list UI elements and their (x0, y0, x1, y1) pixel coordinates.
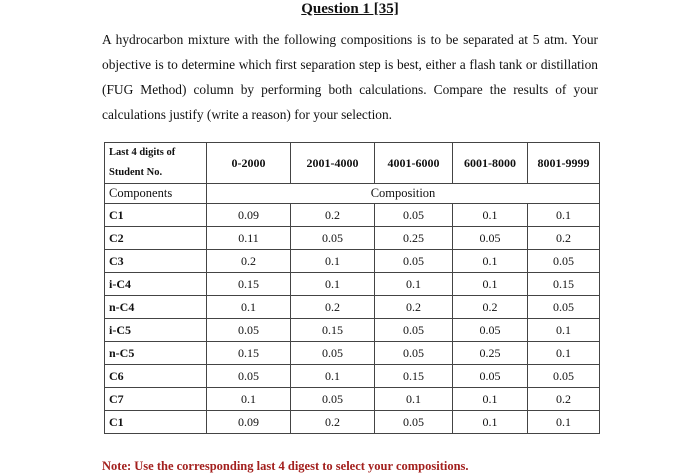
table-row (105, 365, 600, 388)
composition-value: 0.05 (453, 227, 528, 250)
composition-value: 0.2 (291, 296, 375, 319)
composition-value: 0.1 (453, 411, 528, 434)
question-heading (0, 0, 700, 18)
composition-value: 0.2 (207, 250, 291, 273)
component-name: n-C4 (105, 296, 207, 319)
composition-value: 0.05 (453, 365, 528, 388)
composition-value: 0.1 (453, 250, 528, 273)
component-name: C1 (105, 411, 207, 434)
question-heading-text: Question 1 [35] (301, 1, 399, 17)
composition-value: 0.05 (528, 296, 600, 319)
components-row (105, 184, 600, 204)
composition-value: 0.2 (453, 296, 528, 319)
composition-value: 0.1 (291, 250, 375, 273)
table-row (105, 273, 600, 296)
range-header: 2001-4000 (291, 143, 375, 184)
composition-value: 0.05 (291, 388, 375, 411)
composition-value: 0.15 (207, 342, 291, 365)
composition-value: 0.05 (528, 250, 600, 273)
composition-value: 0.05 (207, 319, 291, 342)
composition-value: 0.05 (528, 365, 600, 388)
composition-value: 0.15 (375, 365, 453, 388)
problem-statement: A hydrocarbon mixture with the following compositions is to be separated at 5 atm. Your objective is to determine which first separation step is best, either a flash tank or distillation (FUG Method) column by performing both calculations. Compare the results of your calculations justify (write a reason) for your selection. (102, 32, 598, 122)
composition-value: 0.1 (453, 273, 528, 296)
range-header: 4001-6000 (375, 143, 453, 184)
composition-value: 0.15 (528, 273, 600, 296)
composition-value: 0.05 (375, 250, 453, 273)
composition-value: 0.11 (207, 227, 291, 250)
component-name: C6 (105, 365, 207, 388)
note-text: Note: Use the corresponding last 4 digest to select your compositions. (102, 459, 469, 473)
composition-value: 0.05 (291, 342, 375, 365)
table-row (105, 296, 600, 319)
composition-value: 0.09 (207, 204, 291, 227)
table-row (105, 411, 600, 434)
composition-value: 0.1 (291, 273, 375, 296)
range-header: 8001-9999 (528, 143, 600, 184)
composition-value: 0.2 (291, 411, 375, 434)
student-no-header (105, 143, 207, 184)
composition-value: 0.1 (528, 411, 600, 434)
composition-value: 0.05 (207, 365, 291, 388)
table-row (105, 319, 600, 342)
composition-value: 0.05 (375, 204, 453, 227)
component-name: C7 (105, 388, 207, 411)
composition-value: 0.1 (528, 319, 600, 342)
composition-value: 0.15 (291, 319, 375, 342)
composition-label: Composition (207, 184, 600, 204)
composition-value: 0.1 (207, 388, 291, 411)
composition-value: 0.1 (207, 296, 291, 319)
component-name: C2 (105, 227, 207, 250)
composition-value: 0.15 (207, 273, 291, 296)
component-name: n-C5 (105, 342, 207, 365)
composition-value: 0.1 (375, 388, 453, 411)
composition-value: 0.05 (375, 411, 453, 434)
composition-value: 0.1 (453, 388, 528, 411)
composition-value: 0.2 (375, 296, 453, 319)
header-row (105, 143, 600, 184)
range-header: 6001-8000 (453, 143, 528, 184)
composition-value: 0.1 (375, 273, 453, 296)
composition-value: 0.2 (291, 204, 375, 227)
composition-value: 0.05 (375, 342, 453, 365)
component-name: C3 (105, 250, 207, 273)
composition-value: 0.1 (528, 204, 600, 227)
components-label: Components (105, 184, 207, 204)
table-row (105, 342, 600, 365)
composition-value: 0.25 (453, 342, 528, 365)
student-no-header-line1: Last 4 digits of (109, 147, 176, 158)
composition-value: 0.09 (207, 411, 291, 434)
composition-value: 0.1 (453, 204, 528, 227)
table-row (105, 250, 600, 273)
composition-value: 0.2 (528, 388, 600, 411)
composition-value: 0.05 (453, 319, 528, 342)
composition-value: 0.1 (291, 365, 375, 388)
composition-table (104, 142, 600, 434)
component-name: i-C5 (105, 319, 207, 342)
composition-value: 0.25 (375, 227, 453, 250)
composition-value: 0.05 (291, 227, 375, 250)
component-name: i-C4 (105, 273, 207, 296)
table-row (105, 204, 600, 227)
component-name: C1 (105, 204, 207, 227)
table-row (105, 227, 600, 250)
range-header: 0-2000 (207, 143, 291, 184)
composition-value: 0.2 (528, 227, 600, 250)
composition-value: 0.05 (375, 319, 453, 342)
student-no-header-line2: Student No. (109, 167, 163, 178)
table-row (105, 388, 600, 411)
composition-value: 0.1 (528, 342, 600, 365)
